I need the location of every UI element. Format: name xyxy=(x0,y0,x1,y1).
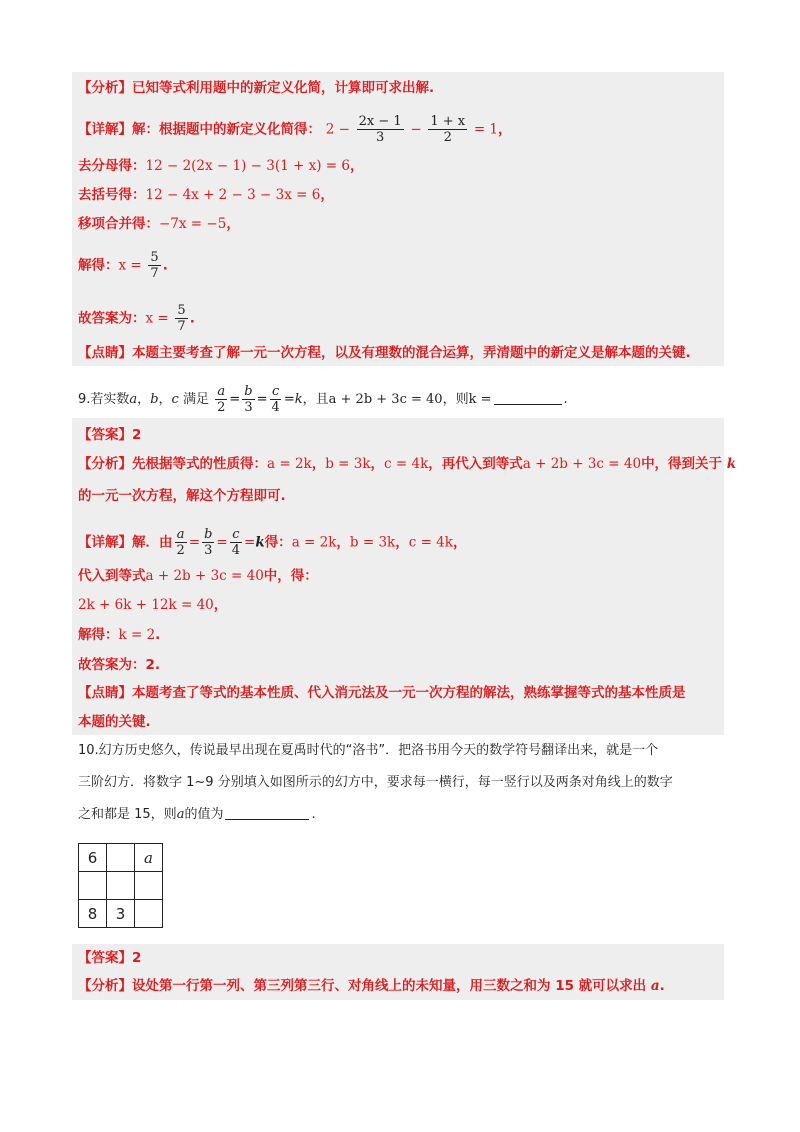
equation-part: = 1 xyxy=(473,121,499,138)
comment-text: 本题的关键. xyxy=(78,714,151,730)
question-text: 的值为 xyxy=(184,807,224,822)
question-text: 则 xyxy=(455,392,469,407)
detail-tag: 【详解】 xyxy=(78,121,132,138)
fraction-numerator: c xyxy=(232,527,240,542)
q9-comment-line2 xyxy=(78,713,151,731)
q8-final-line: 故答案为：x = $\frac{5}{7}$ . xyxy=(78,303,195,334)
fraction-denominator: 7 xyxy=(150,266,159,281)
condition-equation: a + 2b + 3c = 40 xyxy=(328,392,443,407)
magic-square-cell xyxy=(107,844,135,872)
answer-blank[interactable] xyxy=(225,819,309,820)
fraction xyxy=(175,303,187,334)
fraction-numerator: b xyxy=(244,384,253,399)
fraction-numerator: b xyxy=(204,527,213,542)
var-k: k xyxy=(255,534,265,551)
analysis-tag: 【分析】 xyxy=(78,456,132,472)
analysis-text: 中，得到关于 xyxy=(641,456,723,472)
relation-a: a = 2k xyxy=(291,534,337,551)
fraction xyxy=(202,527,214,558)
var-k: k xyxy=(294,392,303,407)
final-value: 2. xyxy=(145,657,161,673)
magic-square-cell xyxy=(135,900,163,928)
var-a: a xyxy=(176,807,185,822)
fraction-denominator: 3 xyxy=(244,400,253,415)
fraction-denominator: 4 xyxy=(231,543,241,558)
comment-tag: 【点睛】 xyxy=(78,345,132,361)
analysis-text: ，再代入到等式 xyxy=(428,456,523,472)
fraction-numerator: c xyxy=(272,384,280,399)
relation-a: a = 2k xyxy=(267,456,312,472)
q8-step3-line: 移项合并得：−7x = −5， xyxy=(78,216,240,232)
q10-question-line2 xyxy=(78,774,673,792)
detail-text: 解：根据题中的新定义化简得： xyxy=(132,121,321,138)
q10-analysis-line: 【分析】设处第一行第一列、第三列第三行、对角线上的未知量，用三数之和为 15 就可以求出 a. xyxy=(78,978,665,994)
var-a: a xyxy=(129,392,138,407)
detail-text: 解．由 xyxy=(132,534,173,551)
k-equals: k = xyxy=(468,392,492,407)
final-label: 故答案为： xyxy=(78,310,146,327)
analysis-tag: 【分析】 xyxy=(78,80,132,96)
condition-equation: a + 2b + 3c = 40 xyxy=(522,456,642,472)
step-equation: 12 − 2(2x − 1) − 3(1 + x) = 6 xyxy=(145,158,350,174)
analysis-text: 设处第一行第一列、第三列第三行、对角线上的未知量，用三数之和为 15 就可以求出 xyxy=(132,978,647,994)
detail-text: 得： xyxy=(264,534,292,551)
fraction-numerator: 5 xyxy=(177,303,186,318)
step-equation: 12 − 4x + 2 − 3 − 3x = 6 xyxy=(145,187,321,203)
q9-solve-line: 解得：k = 2. xyxy=(78,627,161,643)
q9-substitute-line xyxy=(78,567,318,585)
fraction-denominator: 7 xyxy=(177,319,186,334)
equation-part: − xyxy=(410,121,422,138)
var-c: c xyxy=(171,392,179,407)
q9-comment-line1 xyxy=(78,684,686,702)
fraction xyxy=(357,114,404,145)
answer-blank[interactable] xyxy=(494,404,562,405)
var-b: b xyxy=(150,392,159,407)
sum-equation: 2k + 6k + 12k = 40 xyxy=(78,597,214,613)
fraction-denominator: 3 xyxy=(204,543,213,558)
magic-square-cell: 8 xyxy=(79,900,107,928)
fraction-denominator: 3 xyxy=(375,130,385,145)
analysis-text: 先根据等式的性质得： xyxy=(132,456,267,472)
detail-tag: 【详解】 xyxy=(78,534,132,551)
fraction-numerator: 2x − 1 xyxy=(358,114,402,129)
fraction xyxy=(148,250,160,281)
fraction-numerator: a xyxy=(217,384,226,399)
q9-final-line xyxy=(78,656,160,674)
x-equals: x = xyxy=(118,257,142,274)
q8-detail-line: 【详解】解：根据题中的新定义化简得： 2 − $\frac{2x - 1}{3}$ − $\frac{1 + x}{2}$ = 1， xyxy=(78,114,512,145)
question-text: 且 xyxy=(315,392,329,407)
fraction xyxy=(242,384,254,415)
answer-value: 2 xyxy=(132,950,142,966)
magic-square-cell: 3 xyxy=(107,900,135,928)
step-equation: −7x = −5 xyxy=(159,216,227,232)
q8-comment-line xyxy=(78,344,691,362)
fraction-numerator: 1 + x xyxy=(430,114,466,129)
comment-text: 本题主要考查了解一元一次方程，以及有理数的混合运算，弄清题中的新定义是解本题的关键. xyxy=(132,345,691,361)
magic-square-cell xyxy=(107,872,135,900)
q8-analysis-line xyxy=(78,79,434,97)
q9-question-line: 9.若实数a，b，c 满足 $\frac{a}{2}$ = $\frac{b}{3}$ = $\frac{c}{4}$ =k，且a + 2b + 3c = 40，则k = . xyxy=(78,384,568,415)
magic-square-cell: a xyxy=(135,844,163,872)
step-label: 去括号得： xyxy=(78,187,146,203)
q9-analysis-line2 xyxy=(78,487,286,505)
step-label: 移项合并得： xyxy=(78,216,159,232)
condition-equation: a + 2b + 3c = 40 xyxy=(145,568,264,584)
question-text: 10.幻方历史悠久，传说最早出现在夏禹时代的“洛书”．把洛书用今天的数学符号翻译出来，就是一个 xyxy=(78,743,659,758)
var-k: k xyxy=(726,456,737,472)
step-label: 解得： xyxy=(78,257,119,274)
q8-step2-line: 去括号得：12 − 4x + 2 − 3 − 3x = 6， xyxy=(78,187,334,203)
answer-tag: 【答案】 xyxy=(78,427,132,443)
fraction xyxy=(428,114,467,145)
answer-tag: 【答案】 xyxy=(78,950,132,966)
sub-text: 代入到等式 xyxy=(78,568,146,584)
fraction-denominator: 4 xyxy=(271,400,280,415)
question-text: 之和都是 15，则 xyxy=(78,807,177,822)
q9-detail-line: 【详解】解．由 $\frac{a}{2}$ = $\frac{b}{3}$ = $\frac{c}{4}$ =k得：a = 2k，b = 3k，c = 4k， xyxy=(78,527,467,558)
equation-part: 2 − xyxy=(325,121,350,138)
relation-c: c = 4k xyxy=(384,456,429,472)
magic-square-cell xyxy=(79,872,107,900)
var-a: a xyxy=(650,978,660,994)
fraction-denominator: 2 xyxy=(176,543,185,558)
q10-question-line3: 之和都是 15，则a的值为 . xyxy=(78,807,316,822)
comment-text: 本题考查了等式的基本性质、代入消元法及一元一次方程的解法，熟练掌握等式的基本性质是 xyxy=(132,685,686,701)
fraction xyxy=(215,384,227,415)
q8-step4-line: 解得：x = $\frac{5}{7}$ . xyxy=(78,250,168,281)
x-equals: x = xyxy=(145,310,169,327)
magic-square-grid xyxy=(78,843,163,928)
q10-answer-line xyxy=(78,949,141,967)
fraction-denominator: 2 xyxy=(443,130,452,145)
relation-c: c = 4k xyxy=(408,534,453,551)
fraction-numerator: a xyxy=(176,527,185,542)
analysis-text: 已知等式利用题中的新定义化简，计算即可求出解. xyxy=(132,80,435,96)
sub-text: 中，得： xyxy=(263,568,318,584)
relation-b: b = 3k xyxy=(349,534,396,551)
question-prefix: 9.若实数 xyxy=(78,392,130,407)
fraction xyxy=(175,527,187,558)
q10-question-line1 xyxy=(78,742,658,760)
q9-analysis-line1: 【分析】先根据等式的性质得：a = 2k，b = 3k，c = 4k，再代入到等式a + 2b + 3c = 40中，得到关于 k xyxy=(78,456,737,472)
solve-equation: k = 2 xyxy=(118,627,156,643)
magic-square-cell: 6 xyxy=(79,844,107,872)
solve-label: 解得： xyxy=(78,627,119,643)
magic-square-cell xyxy=(135,872,163,900)
q9-answer-line xyxy=(78,426,141,444)
step-label: 去分母得： xyxy=(78,158,146,174)
fraction xyxy=(230,527,242,558)
fraction-denominator: 2 xyxy=(217,400,226,415)
question-text: 满足 xyxy=(182,392,209,407)
comment-tag: 【点睛】 xyxy=(78,685,132,701)
q8-step1-line: 去分母得：12 − 2(2x − 1) − 3(1 + x) = 6， xyxy=(78,158,364,174)
relation-b: b = 3k xyxy=(325,456,371,472)
final-label: 故答案为： xyxy=(78,657,146,673)
q9-sum-line: 2k + 6k + 12k = 40， xyxy=(78,597,228,613)
analysis-text: 的一元一次方程，解这个方程即可. xyxy=(78,488,286,504)
question-text: 三阶幻方．将数字 1~9 分别填入如图所示的幻方中，要求每一横行，每一竖行以及两条对角线上的数字 xyxy=(78,775,673,790)
answer-value: 2 xyxy=(132,427,142,443)
analysis-tag: 【分析】 xyxy=(78,978,132,994)
fraction xyxy=(270,384,282,415)
fraction-numerator: 5 xyxy=(150,250,159,265)
